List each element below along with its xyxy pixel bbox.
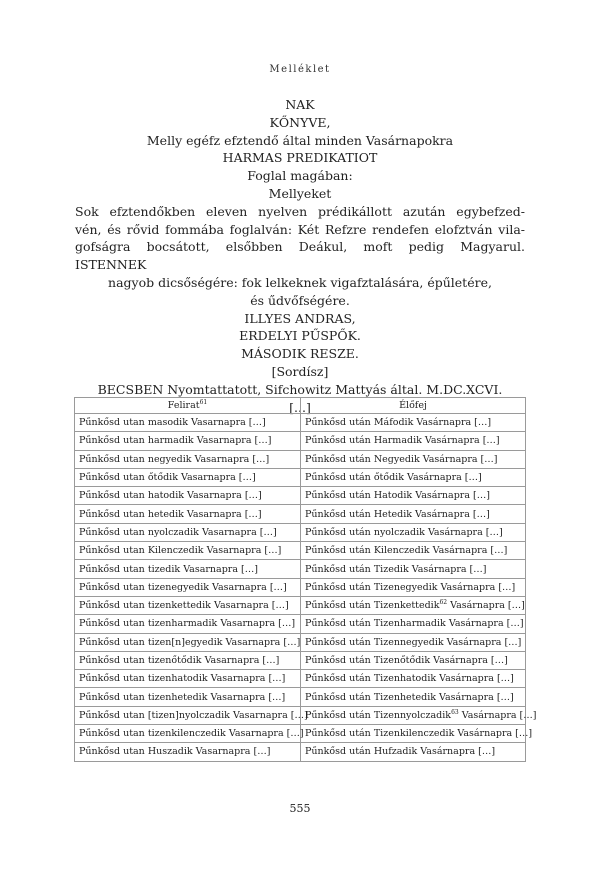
title-line: Foglal magában: (247, 168, 353, 184)
table-cell: Pűnkősd utan harmadik Vasarnapra […] (75, 432, 301, 450)
table-cell: Pűnkősd után Tizennegyedik Vasárnapra […] (301, 633, 526, 651)
table-cell: Pűnkősd utan tizenkilenczedik Vasarnapra […] (75, 725, 301, 743)
table-cell: Pűnkősd után Negyedik Vasárnapra […] (301, 450, 526, 468)
column-header-felirat: Felirat$^{61}$ (75, 398, 301, 414)
title-line: BECSBEN Nyomtattatott, Sifchowitz Mattyás által. M.DC.XCVI. (97, 381, 503, 397)
title-line: MÁSODIK RESZE. (241, 346, 359, 362)
table-cell: Pűnkősd után Tizedik Vasárnapra […] (301, 560, 526, 578)
page-number: 555 (289, 802, 311, 815)
table-cell: Pűnkősd utan [tizen]nyolczadik Vasarnapra […] (75, 706, 301, 724)
table-cell: Pűnkősd utan masodik Vasarnapra […] (75, 414, 301, 432)
table-cell: Pűnkősd után Tizenhetedik Vasárnapra […] (301, 688, 526, 706)
table-cell: Pűnkősd utan nyolczadik Vasarnapra […] (75, 523, 301, 541)
title-line: Mellyeket (268, 185, 332, 201)
title-line: és űdvőfségére. (250, 292, 350, 308)
table-cell: Pűnkősd után Tizenharmadik Vasárnapra […] (301, 615, 526, 633)
table-cell: Pűnkősd utan tizen[n]egyedik Vasarnapra […] (75, 633, 301, 651)
table-cell: Pűnkősd utan Huszadik Vasarnapra […] (75, 743, 301, 761)
table-row (75, 487, 526, 505)
table-row (75, 596, 526, 614)
table-row (75, 633, 526, 651)
title-line: vén, és rővid fommába foglalván: Két Refzre rendefen elofztván vila- (75, 221, 525, 237)
table-cell: Pűnkősd utan tizenőtődik Vasarnapra […] (75, 651, 301, 669)
table-row (75, 560, 526, 578)
title-line: HARMAS PREDIKATIOT (222, 150, 378, 166)
table-cell: Pűnkősd utan hetedik Vasarnapra […] (75, 505, 301, 523)
table-cell: Pűnkősd utan tizenhatodik Vasarnapra […] (75, 670, 301, 688)
table-row (75, 725, 526, 743)
table-row (75, 432, 526, 450)
title-line: KŐNYVE, (269, 114, 331, 130)
table-cell: Pűnkősd utan őtődik Vasarnapra […] (75, 468, 301, 486)
title-line: ERDELYI PŰSPŐK. (239, 328, 361, 344)
table-row (75, 578, 526, 596)
title-line: Melly egéfz efztendő által minden Vasárnapokra (146, 132, 454, 148)
table-cell: Pűnkősd után Tizenkettedik$^{62}$ Vasárnapra […] (301, 596, 526, 614)
table-cell: Pűnkősd utan hatodik Vasarnapra […] (75, 487, 301, 505)
table-cell: Pűnkősd után Máfodik Vasárnapra […] (301, 414, 526, 432)
table-cell: Pűnkősd utan tizenkettedik Vasarnapra […] (75, 596, 301, 614)
footnote-ref: 61 (199, 398, 208, 406)
table-cell: Pűnkősd utan tizenegyedik Vasarnapra […] (75, 578, 301, 596)
table-row (75, 615, 526, 633)
table-row (75, 450, 526, 468)
table-cell: Pűnkősd után Tizennyolczadik$^{63}$ Vasárnapra […] (301, 706, 526, 724)
table-cell: Pűnkősd után Harmadik Vasárnapra […] (301, 432, 526, 450)
table-cell: Pűnkősd után Tizenegyedik Vasárnapra […] (301, 578, 526, 596)
table-cell: Pűnkősd utan Kilenczedik Vasarnapra […] (75, 542, 301, 560)
column-header-elofej: Élőfej (301, 398, 526, 414)
table-row (75, 542, 526, 560)
title-line: NAK (285, 97, 315, 112)
title-line: [Sordísz] (271, 363, 329, 379)
table-cell: Pűnkősd után Tizenkilenczedik Vasárnapra […] (301, 725, 526, 743)
headings-table (74, 397, 537, 762)
table-cell: Pűnkősd utan tizedik Vasarnapra […] (75, 560, 301, 578)
table-cell: Pűnkősd után Hetedik Vasárnapra […] (301, 505, 526, 523)
table-row (75, 523, 526, 541)
table-cell: Pűnkősd utan tizenhetedik Vasarnapra […] (75, 688, 301, 706)
footnote-ref: 63 (451, 708, 459, 716)
table-row (75, 414, 526, 432)
table-row (75, 670, 526, 688)
title-line: Sok efztendőkben eleven nyelven prédikállott azután egybefzed- (75, 203, 525, 219)
table-cell: Pűnkősd után Tizenhatodik Vasárnapra […] (301, 670, 526, 688)
title-line: [...] (289, 399, 311, 415)
table-row (75, 651, 526, 669)
title-block (75, 96, 525, 416)
title-line: gofságra bocsátott, elsőbben Deákul, moft pedig Magyarul. ISTENNEK (75, 239, 525, 273)
table-cell: Pűnkősd utan tizenharmadik Vasarnapra […] (75, 615, 301, 633)
table-row (75, 688, 526, 706)
table-cell: Pűnkősd után Kilenczedik Vasárnapra […] (301, 542, 526, 560)
table-cell: Pűnkősd után őtődik Vasárnapra […] (301, 468, 526, 486)
table-row (75, 706, 526, 724)
table-cell: Pűnkősd után nyolczadik Vasárnapra […] (301, 523, 526, 541)
table-cell: Pűnkősd után Hufzadik Vasárnapra […] (301, 743, 526, 761)
title-line: ILLYES ANDRAS, (244, 310, 356, 326)
table-row (75, 505, 526, 523)
table-cell: Pűnkősd utan negyedik Vasarnapra […] (75, 450, 301, 468)
table-cell: Pűnkősd után Hatodik Vasárnapra […] (301, 487, 526, 505)
footnote-ref: 62 (439, 598, 448, 606)
table-header-row (75, 398, 526, 414)
table-cell: Pűnkősd után Tizenőtődik Vasárnapra […] (301, 651, 526, 669)
running-head: Melléklet (269, 64, 331, 75)
table-row (75, 743, 526, 761)
table-row (75, 468, 526, 486)
title-line: nagyob dicsőségére: fok lelkeknek vigafztalására, épűletére, (108, 274, 492, 290)
